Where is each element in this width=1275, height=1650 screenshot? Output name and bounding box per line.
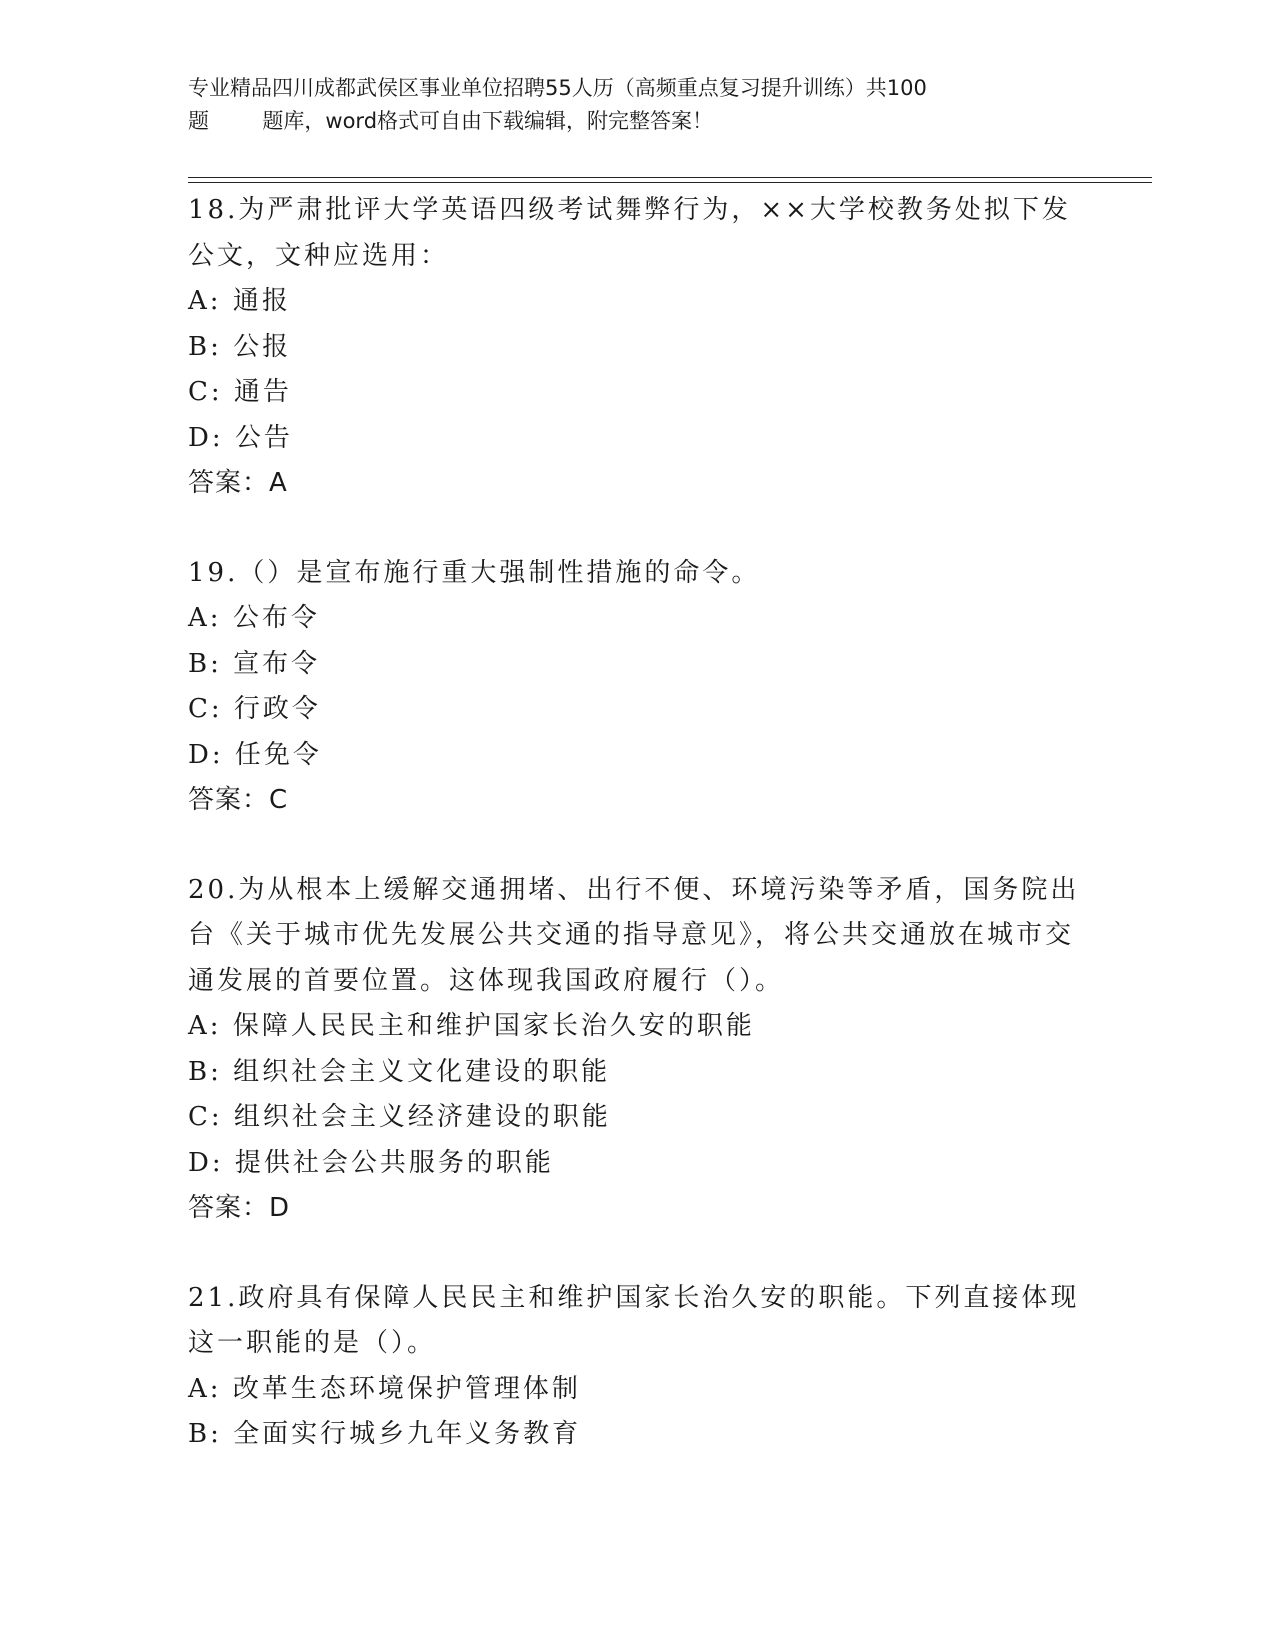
question-body: （）是宣布施行重大强制性措施的命令。 [238,557,761,588]
question-text [188,188,1088,279]
option-b [188,1412,1088,1458]
document-header [188,72,1088,138]
option-label: A: [188,1373,222,1404]
option-label: C: [188,694,223,724]
answer: 答案：D [188,1193,291,1223]
header-divider-bottom [188,182,1152,183]
question-18 [188,188,1088,507]
option-label: C: [188,377,223,407]
question-number: 21. [188,1282,239,1313]
option-b [188,325,1088,371]
option-text: 宣布令 [233,648,321,679]
header-divider-top [188,177,1152,178]
option-label: A: [188,1011,222,1041]
option-c [188,370,1088,416]
option-text: 组织社会主义文化建设的职能 [233,1056,611,1087]
option-text: 通报 [232,286,291,316]
option-b [188,642,1088,688]
option-text: 行政令 [233,694,321,724]
option-label: B: [188,1419,222,1449]
question-body: 政府具有保障人民民主和维护国家长治久安的职能。下列直接体现这一职能的是（）。 [188,1282,1080,1358]
question-number: 18. [188,195,239,225]
question-21 [188,1276,1088,1458]
option-text: 改革生态环境保护管理体制 [232,1373,581,1404]
option-text: 提供社会公共服务的职能 [234,1147,554,1178]
option-text: 公告 [234,422,293,453]
question-body: 为严肃批评大学英语四级考试舞弊行为，××大学校教务处拟下发公文，文种应选用： [188,195,1071,271]
option-label: B: [188,331,222,362]
question-number: 19. [188,557,239,588]
option-d [188,416,1088,462]
question-text [188,1276,1088,1367]
header-title-line2: 题 题库，word格式可自由下载编辑，附完整答案！ [188,109,714,133]
option-text: 组织社会主义经济建设的职能 [233,1102,611,1132]
option-label: A: [188,286,222,316]
option-a [188,1367,1088,1413]
option-label: D: [188,1147,224,1178]
option-label: B: [188,1056,222,1087]
answer: 答案：A [188,468,288,498]
option-label: D: [188,422,224,453]
question-text [188,868,1088,1005]
option-text: 公报 [233,331,292,362]
option-b [188,1050,1088,1096]
option-d [188,1141,1088,1187]
option-label: D: [188,739,224,770]
question-20 [188,868,1088,1232]
option-a [188,1004,1088,1050]
option-a [188,596,1088,642]
option-label: C: [188,1102,223,1132]
option-text: 全面实行城乡九年义务教育 [233,1419,582,1449]
question-number: 20. [188,874,239,905]
option-a [188,279,1088,325]
question-19 [188,551,1088,824]
option-label: B: [188,648,222,679]
option-text: 公布令 [232,603,320,633]
option-text: 通告 [233,377,292,407]
answer: 答案：C [188,785,289,815]
option-text: 任免令 [234,739,322,770]
option-c [188,687,1088,733]
question-list [188,188,1088,1502]
option-label: A: [188,603,222,633]
header-title-line1: 专业精品四川成都武侯区事业单位招聘55人历（高频重点复习提升训练）共100 [188,76,927,100]
question-text [188,551,1088,597]
question-body: 为从根本上缓解交通拥堵、出行不便、环境污染等矛盾，国务院出台《关于城市优先发展公共交通的指导意见》，将公共交通放在城市交通发展的首要位置。这体现我国政府履行（）。 [188,874,1080,996]
option-d [188,733,1088,779]
option-text: 保障人民民主和维护国家长治久安的职能 [232,1011,755,1041]
option-c [188,1095,1088,1141]
